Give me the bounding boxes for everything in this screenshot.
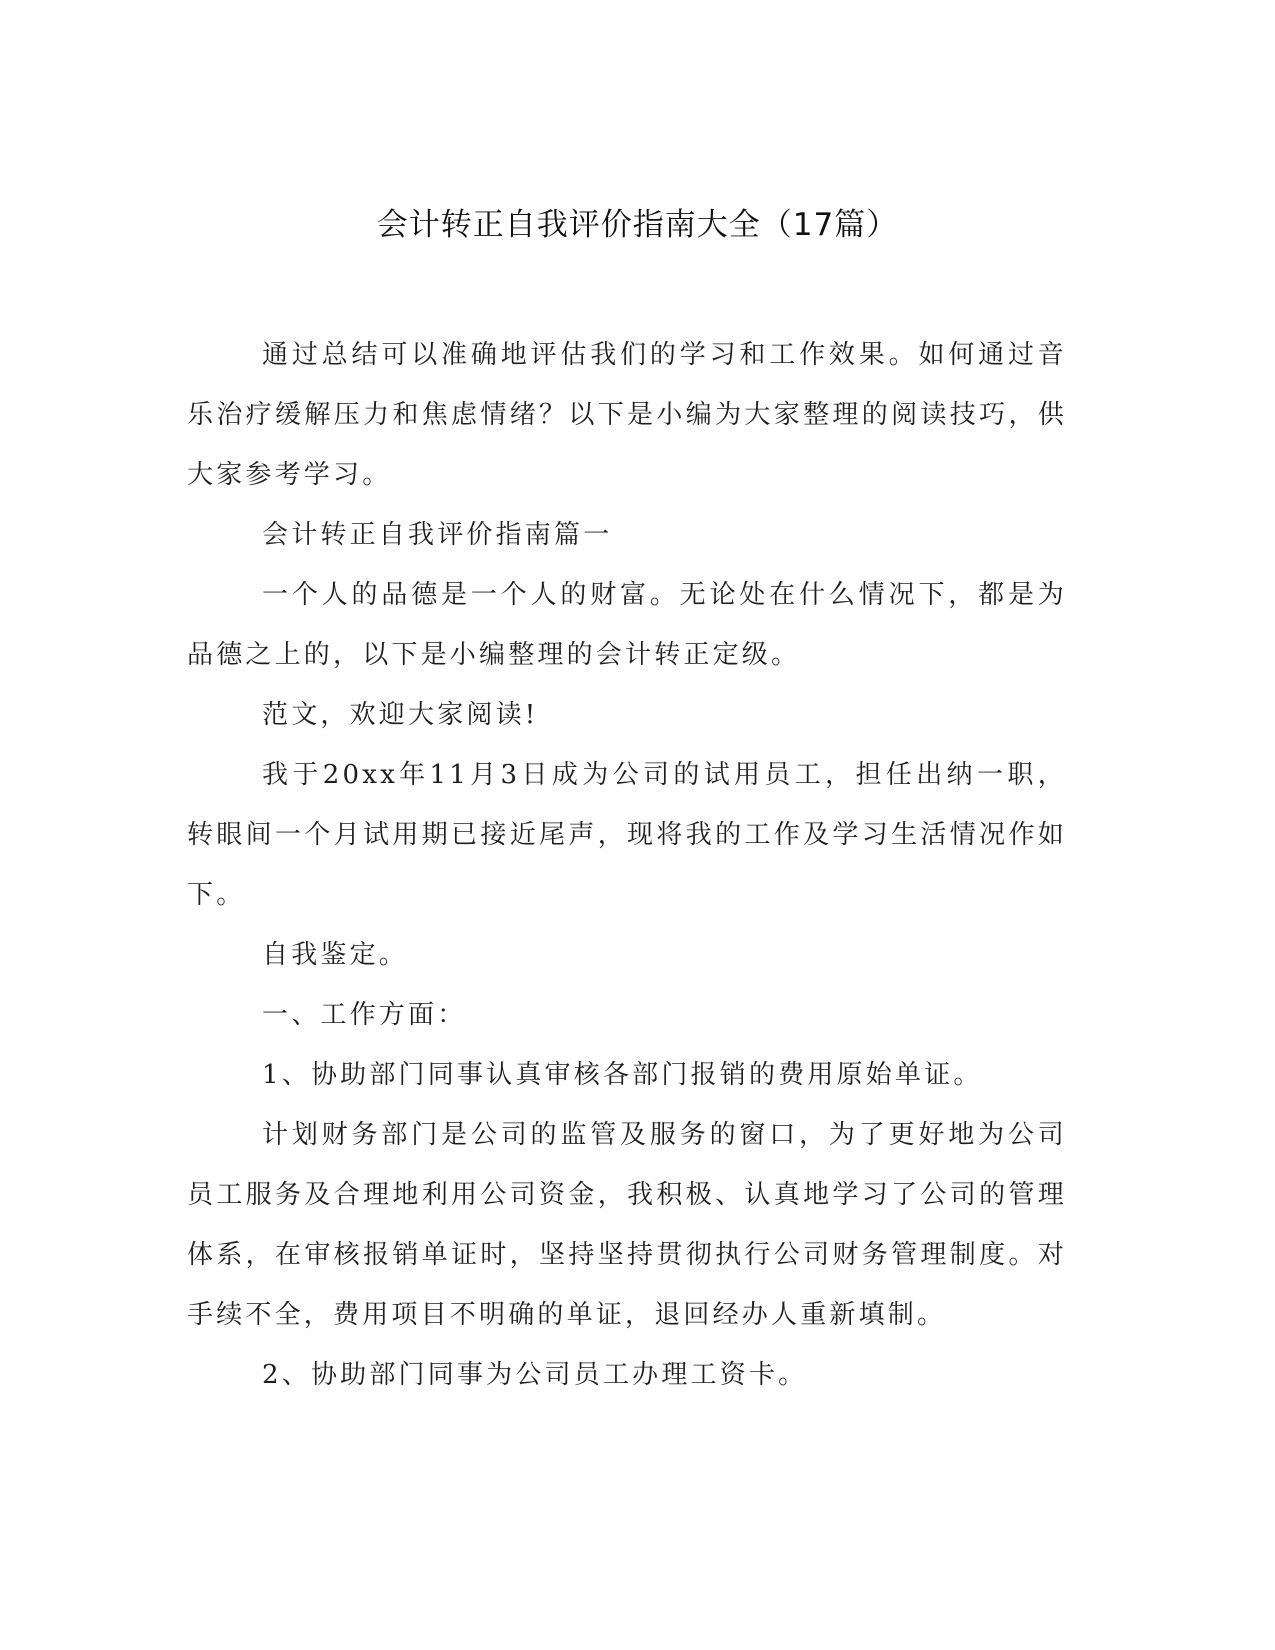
document-title: 会计转正自我评价指南大全（17篇） (376, 207, 899, 243)
paragraph-work-heading: 一、工作方面： (262, 1000, 467, 1030)
paragraph-section-heading: 会计转正自我评价指南篇一 (262, 520, 613, 550)
paragraph-item-1: 1、协助部门同事认真审核各部门报销的费用原始单证。 (262, 1060, 983, 1090)
paragraph-welcome: 范文，欢迎大家阅读! (262, 700, 539, 730)
paragraph-finance-dept: 计划财务部门是公司的监管及服务的窗口，为了更好地为公司员工服务及合理地利用公司资金，我积极、认真地学习了公司的管理体系，在审核报销单证时，坚持坚持贯彻执行公司财务管理制度。对手续不全，费用项目不明确的单证，退回经办人重新填制。 (187, 1120, 1067, 1330)
paragraph-probation: 我于20xx年11月3日成为公司的试用员工，担任出纳一职，转眼间一个月试用期已接近尾声，现将我的工作及学习生活情况作如下。 (187, 760, 1067, 910)
document-body (187, 325, 1067, 1405)
paragraph-self-assessment: 自我鉴定。 (262, 940, 409, 970)
paragraph-item-2: 2、协助部门同事为公司员工办理工资卡。 (262, 1360, 808, 1390)
paragraph-virtue: 一个人的品德是一个人的财富。无论处在什么情况下，都是为品德之上的，以下是小编整理的会计转正定级。 (187, 580, 1067, 670)
paragraph-intro: 通过总结可以准确地评估我们的学习和工作效果。如何通过音乐治疗缓解压力和焦虑情绪？以下是小编为大家整理的阅读技巧，供大家参考学习。 (187, 340, 1067, 490)
